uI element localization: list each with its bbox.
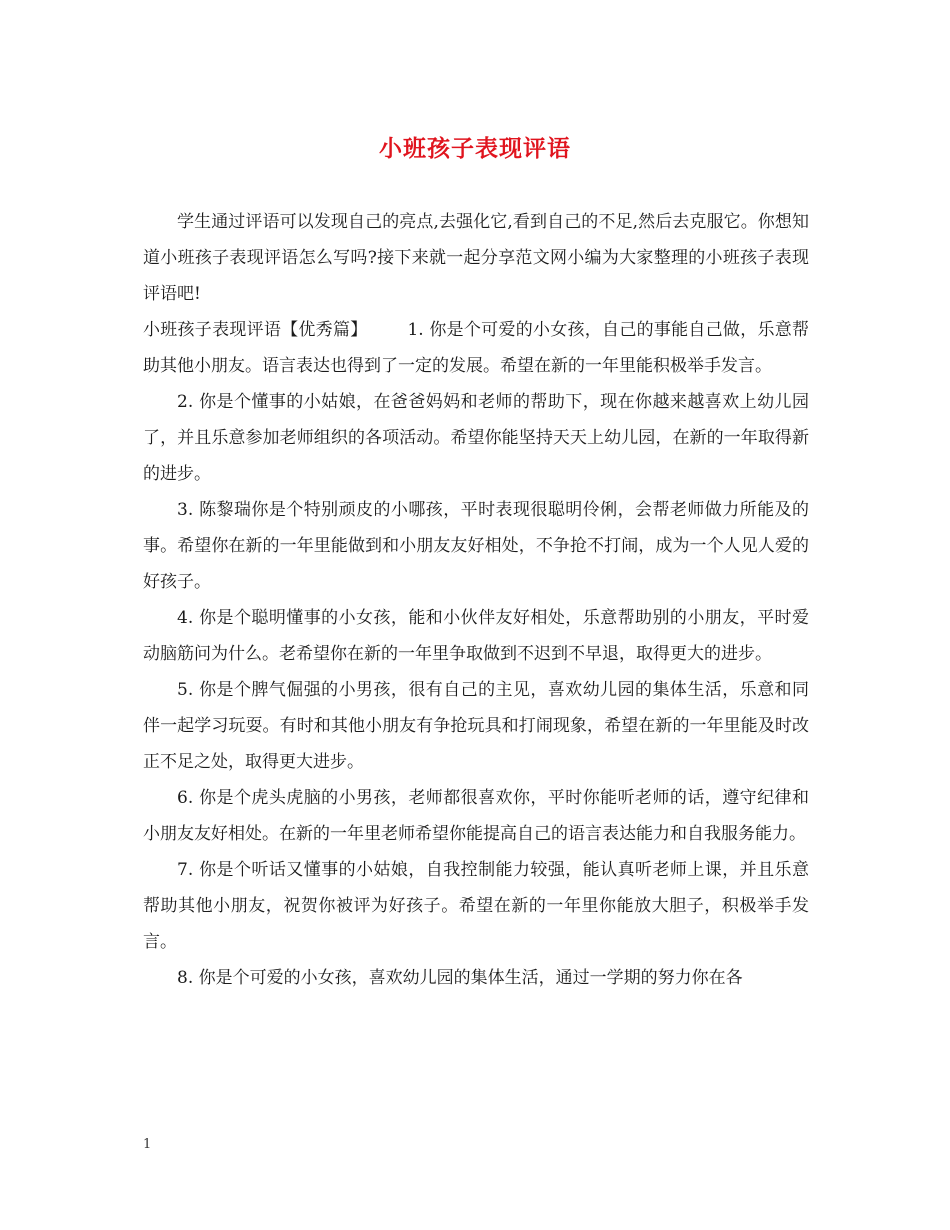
comment-item-1: 1. 你是个可爱的小女孩，自己的事能自己做，乐意帮助其他小朋友。语言表达也得到了一定的发展。希望在新的一年里能积极举手发言。 [143,320,809,376]
intro-paragraph: 学生通过评语可以发现自己的亮点,去强化它,看到自己的不足,然后去克服它。你想知道小班孩子表现评语怎么写吗?接下来就一起分享范文网小编为大家整理的小班孩子表现评语吧! [143,212,809,304]
comment-item-7: 7. 你是个听话又懂事的小姑娘，自我控制能力较强，能认真听老师上课，并且乐意帮助其他小朋友，祝贺你被评为好孩子。希望在新的一年里你能放大胆子，积极举手发言。 [143,860,809,952]
comment-item-5: 5. 你是个脾气倔强的小男孩，很有自己的主见，喜欢幼儿园的集体生活，乐意和同伴一起学习玩耍。有时和其他小朋友有争抢玩具和打闹现象，希望在新的一年里能及时改正不足之处，取得更大进步。 [143,680,809,772]
section-heading: 小班孩子表现评语【优秀篇】 [143,320,368,340]
comment-item-2: 2. 你是个懂事的小姑娘，在爸爸妈妈和老师的帮助下，现在你越来越喜欢上幼儿园了，并且乐意参加老师组织的各项活动。希望你能坚持天天上幼儿园，在新的一年取得新的进步。 [143,392,809,484]
document-title: 小班孩子表现评语 [379,135,571,162]
document-body [143,204,809,996]
section-paragraph [143,312,809,384]
page-number: 1 [143,1137,152,1152]
comment-item-4: 4. 你是个聪明懂事的小女孩，能和小伙伴友好相处，乐意帮助别的小朋友，平时爱动脑筋问为什么。老希望你在新的一年里争取做到不迟到不早退，取得更大的进步。 [143,608,809,664]
comment-item-6: 6. 你是个虎头虎脑的小男孩，老师都很喜欢你，平时你能听老师的话，遵守纪律和小朋友友好相处。在新的一年里老师希望你能提高自己的语言表达能力和自我服务能力。 [143,788,809,844]
comment-item-3: 3. 陈黎瑞你是个特别顽皮的小哪孩，平时表现很聪明伶俐，会帮老师做力所能及的事。希望你在新的一年里能做到和小朋友友好相处，不争抢不打闹，成为一个人见人爱的好孩子。 [143,500,809,592]
comment-item-8: 8. 你是个可爱的小女孩，喜欢幼儿园的集体生活，通过一学期的努力你在各 [177,968,743,988]
